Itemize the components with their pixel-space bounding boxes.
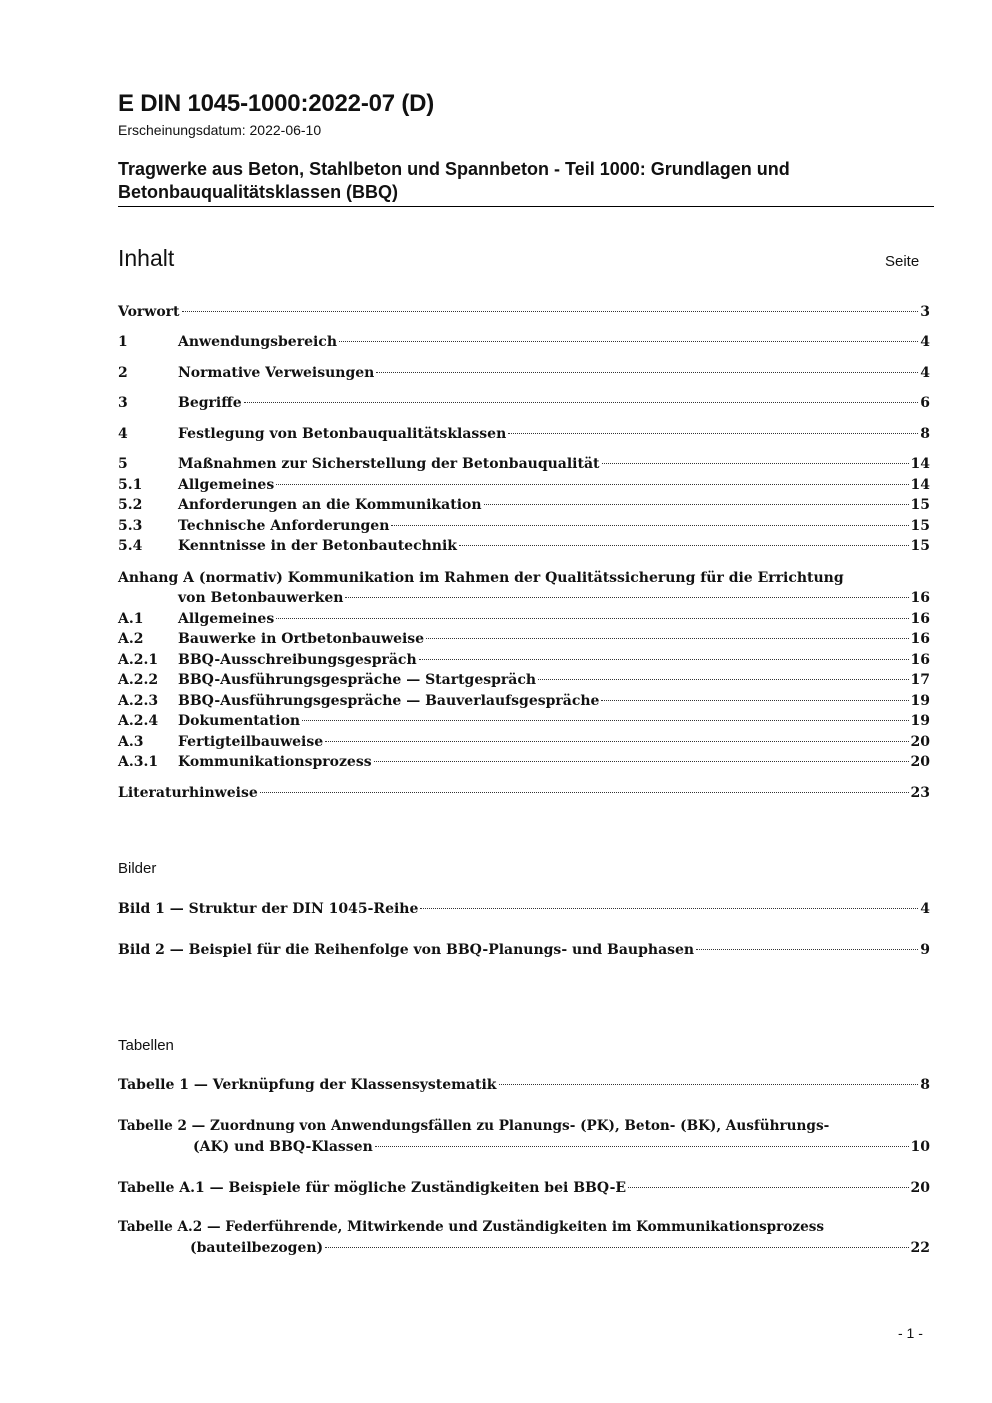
toc-entry-text: Bauwerke in Ortbetonbauweise (178, 631, 425, 647)
toc-entry-a-3[interactable] (118, 732, 930, 752)
leader-dots (696, 949, 918, 950)
leader-dots (508, 433, 918, 434)
toc-entry-text: Maßnahmen zur Sicherstellung der Betonbauqualität (178, 456, 600, 472)
toc-entry-number: A.2.4 (118, 713, 159, 729)
toc-entry-annex-a-line-1[interactable]: Anhang A (normativ) Kommunikation im Rahmen der Qualitätssicherung für die Errichtung (118, 570, 844, 586)
table-entry-text: Tabelle A.1 — Beispiele für mögliche Zuständigkeiten bei BBQ-E (118, 1180, 627, 1196)
leader-dots (345, 597, 908, 598)
table-entry-page: 20 (910, 1180, 930, 1196)
leader-dots (602, 463, 909, 464)
toc-entry-number: 5 (118, 456, 128, 472)
toc-entry-text: BBQ-Ausschreibungsgespräch (178, 652, 417, 668)
toc-entry-number: 5.1 (118, 477, 143, 493)
toc-entry-page: 15 (910, 518, 930, 534)
leader-dots (376, 372, 918, 373)
toc-entry-text: Dokumentation (178, 713, 301, 729)
toc-entry-text: Allgemeines (178, 611, 275, 627)
table-entry-2-line-2[interactable] (193, 1137, 930, 1157)
toc-entry-text: Kommunikationsprozess (178, 754, 372, 770)
toc-entry-number: A.3.1 (118, 754, 159, 770)
toc-entry-number: A.1 (118, 611, 144, 627)
toc-entry-page: 16 (910, 611, 930, 627)
toc-entry-2[interactable] (118, 363, 930, 383)
toc-entry-vorwort[interactable] (118, 302, 930, 322)
figure-entry-text: Bild 1 — Struktur der DIN 1045-Reihe (118, 901, 419, 917)
toc-entry-page: 15 (910, 538, 930, 554)
table-entry-text: (bauteilbezogen) (190, 1240, 324, 1256)
toc-entry-number: A.2 (118, 631, 144, 647)
toc-entry-text: Anwendungsbereich (178, 334, 337, 350)
toc-entry-5-1[interactable] (118, 475, 930, 495)
toc-entry-3[interactable] (118, 393, 930, 413)
toc-entry-a-2-1[interactable] (118, 650, 930, 670)
table-entry-text: (AK) und BBQ-Klassen (193, 1139, 373, 1155)
leader-dots (302, 720, 908, 721)
document-title (118, 158, 918, 204)
toc-entry-page: 19 (910, 693, 930, 709)
leader-dots (244, 402, 919, 403)
leader-dots (375, 1146, 909, 1147)
toc-entry-text: Vorwort (118, 304, 180, 320)
figures-heading: Bilder (118, 860, 157, 877)
toc-entry-a-2-4[interactable] (118, 711, 930, 731)
toc-entry-text: BBQ-Ausführungsgespräche — Startgespräch (178, 672, 537, 688)
leader-dots (601, 700, 908, 701)
leader-dots (325, 741, 908, 742)
toc-entry-page: 15 (910, 497, 930, 513)
table-entry-2-line-1[interactable]: Tabelle 2 — Zuordnung von Anwendungsfällen zu Planungs- (PK), Beton- (BK), Ausführungs- (118, 1118, 830, 1134)
toc-entry-page: 16 (910, 652, 930, 668)
leader-dots (374, 761, 909, 762)
leader-dots (276, 618, 908, 619)
title-line-2: Betonbauqualitätsklassen (BBQ) (118, 182, 399, 202)
toc-entry-number: 5.3 (118, 518, 143, 534)
toc-entry-number: 4 (118, 426, 128, 442)
leader-dots (325, 1247, 908, 1248)
toc-entry-page: 14 (910, 477, 930, 493)
leader-dots (420, 908, 918, 909)
toc-entry-text: von Betonbauwerken (178, 590, 344, 606)
figure-entry-text: Bild 2 — Beispiel für die Reihenfolge von BBQ-Planungs- und Bauphasen (118, 942, 695, 958)
table-entry-1[interactable] (118, 1075, 930, 1095)
table-entry-a-2-line-1[interactable]: Tabelle A.2 — Federführende, Mitwirkende und Zuständigkeiten im Kommunikationsprozess (118, 1219, 825, 1235)
toc-entry-text: Fertigteilbauweise (178, 734, 324, 750)
toc-entry-text: Begriffe (178, 395, 242, 411)
toc-entry-text: BBQ-Ausführungsgespräche — Bauverlaufsgespräche (178, 693, 600, 709)
table-entry-page: 22 (910, 1240, 930, 1256)
toc-entry-text: Allgemeines (178, 477, 275, 493)
toc-entry-page: 14 (910, 456, 930, 472)
toc-entry-page: 4 (920, 365, 930, 381)
toc-entry-page: 19 (910, 713, 930, 729)
toc-entry-page: 17 (910, 672, 930, 688)
toc-entry-number: 5.2 (118, 497, 143, 513)
figure-entry-2[interactable] (118, 940, 930, 960)
table-entry-page: 8 (920, 1077, 930, 1093)
leader-dots (484, 504, 909, 505)
leader-dots (459, 545, 909, 546)
toc-entry-page: 8 (920, 426, 930, 442)
leader-dots (391, 525, 908, 526)
toc-entry-page: 16 (910, 631, 930, 647)
toc-entry-page: 16 (910, 590, 930, 606)
toc-entry-number: A.2.2 (118, 672, 159, 688)
toc-entry-number: A.2.1 (118, 652, 159, 668)
toc-entry-text: Anforderungen an die Kommunikation (178, 497, 482, 513)
leader-dots (419, 659, 909, 660)
toc-entry-a-2-2[interactable] (118, 670, 930, 690)
toc-entry-page: 4 (920, 334, 930, 350)
leader-dots (628, 1187, 908, 1188)
toc-page-column-label: Seite (885, 253, 920, 270)
table-entry-a-2-line-2[interactable] (190, 1238, 930, 1258)
leader-dots (538, 679, 908, 680)
table-entry-page: 10 (910, 1139, 930, 1155)
toc-entry-text: Festlegung von Betonbauqualitätsklassen (178, 426, 507, 442)
tables-heading: Tabellen (118, 1037, 174, 1054)
toc-entry-literaturhinweise[interactable] (118, 783, 930, 803)
toc-entry-text: Normative Verweisungen (178, 365, 375, 381)
document-id: E DIN 1045-1000:2022-07 (D) (118, 90, 435, 117)
toc-entry-5-3[interactable] (118, 516, 930, 536)
leader-dots (426, 638, 908, 639)
toc-entry-5-4[interactable] (118, 536, 930, 556)
toc-heading: Inhalt (118, 245, 175, 271)
toc-entry-text: Technische Anforderungen (178, 518, 390, 534)
leader-dots (182, 311, 919, 312)
leader-dots (276, 484, 908, 485)
toc-entry-a-3-1[interactable] (118, 752, 930, 772)
toc-entry-number: 1 (118, 334, 128, 350)
leader-dots (260, 792, 909, 793)
toc-entry-5[interactable] (118, 454, 930, 474)
toc-entry-5-2[interactable] (118, 495, 930, 515)
toc-entry-a-2[interactable] (118, 629, 930, 649)
toc-entry-number: A.3 (118, 734, 144, 750)
publication-date: Erscheinungsdatum: 2022-06-10 (118, 122, 322, 138)
toc-entry-text: Kenntnisse in der Betonbautechnik (178, 538, 457, 554)
toc-entry-text: Literaturhinweise (118, 785, 258, 801)
figure-entry-page: 4 (920, 901, 930, 917)
table-entry-text: Tabelle 1 — Verknüpfung der Klassensystematik (118, 1077, 497, 1093)
toc-entry-page: 6 (920, 395, 930, 411)
table-entry-a-1[interactable] (118, 1178, 930, 1198)
page-number: - 1 - (898, 1325, 923, 1341)
figure-entry-1[interactable] (118, 899, 930, 919)
leader-dots (499, 1084, 919, 1085)
toc-entry-a-2-3[interactable] (118, 691, 930, 711)
toc-entry-page: 3 (920, 304, 930, 320)
toc-entry-4[interactable] (118, 424, 930, 444)
toc-entry-page: 20 (910, 754, 930, 770)
toc-entry-a-1[interactable] (118, 609, 930, 629)
toc-entry-number: 2 (118, 365, 128, 381)
toc-entry-number: A.2.3 (118, 693, 159, 709)
toc-entry-number: 3 (118, 395, 128, 411)
header-rule (118, 206, 934, 207)
toc-entry-page: 20 (910, 734, 930, 750)
toc-entry-page: 23 (910, 785, 930, 801)
toc-entry-annex-a-line-2[interactable] (118, 588, 930, 608)
figure-entry-page: 9 (920, 942, 930, 958)
title-line-1: Tragwerke aus Beton, Stahlbeton und Spannbeton - Teil 1000: Grundlagen und (118, 159, 790, 179)
toc-entry-1[interactable] (118, 332, 930, 352)
leader-dots (339, 341, 918, 342)
toc-entry-number: 5.4 (118, 538, 143, 554)
